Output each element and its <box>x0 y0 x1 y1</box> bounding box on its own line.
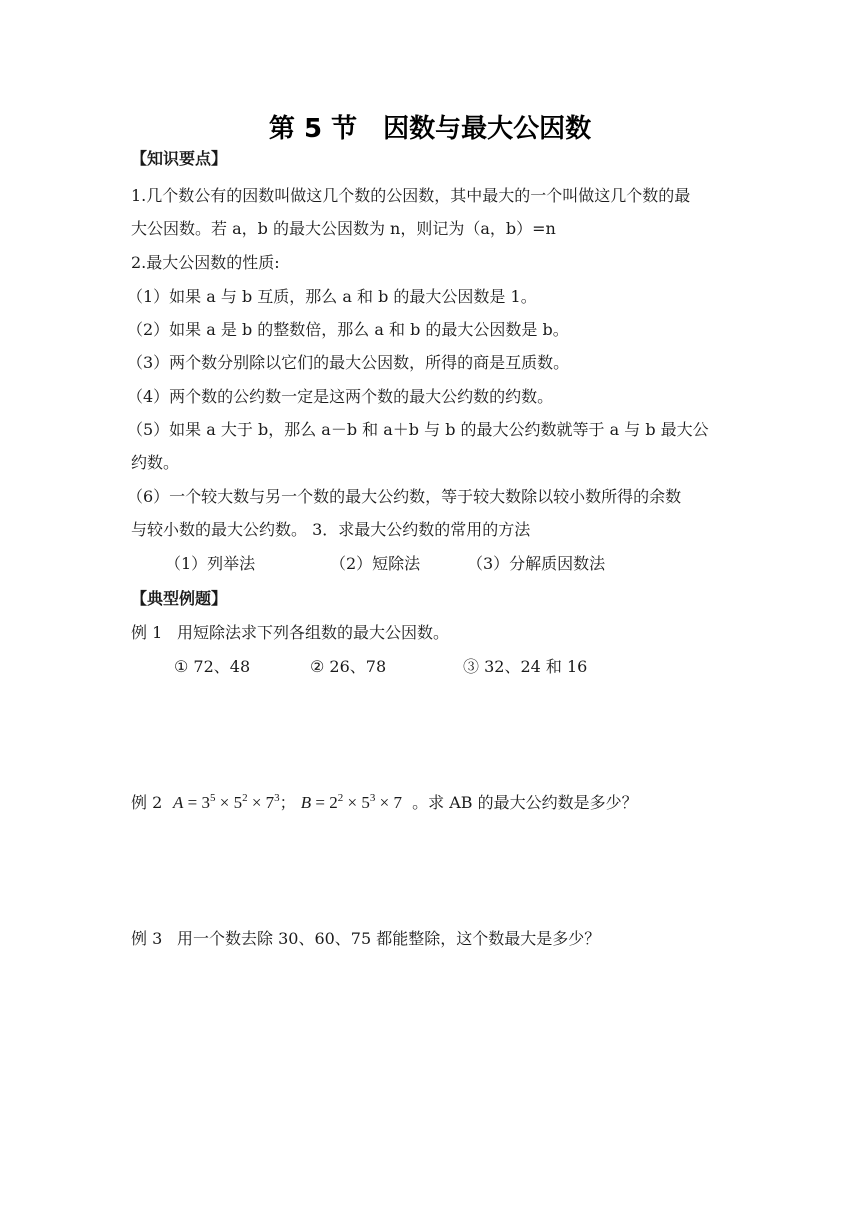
property-3: （3）两个数分别除以它们的最大公因数，所得的商是互质数。 <box>127 353 570 372</box>
method-2: （2）短除法 <box>330 554 421 573</box>
method-list <box>165 553 605 575</box>
property-6-line-1: （6）一个较大数与另一个数的最大公约数，等于较大数除以较小数所得的余数 <box>127 487 682 506</box>
property-6-line-2: 与较小数的最大公约数。 3．求最大公约数的常用的方法 <box>131 520 531 539</box>
paragraph-2-heading: 2.最大公因数的性质: <box>131 253 280 272</box>
example-3 <box>131 928 600 950</box>
example-2-formula-b: $B = 2^2 \times 5^3 \times 7$ <box>300 792 402 812</box>
section-heading-knowledge: 【知识要点】 <box>131 149 228 168</box>
method-3: （3）分解质因数法 <box>467 554 606 573</box>
example-1-item-1: ① 72、48 <box>174 657 251 676</box>
example-1-label: 例 1 <box>131 623 163 642</box>
example-1 <box>131 622 449 644</box>
example-3-text: 用一个数去除 30、60、75 都能整除，这个数最大是多少？ <box>177 929 601 948</box>
example-2 <box>131 792 638 814</box>
property-5-line-2: 约数。 <box>131 453 180 472</box>
property-1: （1）如果 a 与 b 互质，那么 a 和 b 的最大公因数是 1。 <box>127 287 537 306</box>
example-2-formula-a: $A = 3^5 \times 5^2 \times 7^3$ <box>173 792 280 812</box>
page-title: 第 5 节 因数与最大公因数 <box>268 114 592 144</box>
example-2-question: 。求 AB 的最大公约数是多少？ <box>412 793 638 812</box>
paragraph-1-line-1: 1.几个数公有的因数叫做这几个数的公因数，其中最大的一个叫做这几个数的最 <box>131 186 691 205</box>
example-1-items <box>174 656 587 678</box>
property-2: （2）如果 a 是 b 的整数倍，那么 a 和 b 的最大公因数是 b。 <box>127 320 569 339</box>
example-2-separator: ； <box>279 793 296 812</box>
method-1: （1）列举法 <box>165 554 256 573</box>
section-heading-examples: 【典型例题】 <box>131 589 228 608</box>
example-2-label: 例 2 <box>131 793 163 812</box>
paragraph-1-line-2: 大公因数。若 a，b 的最大公因数为 n，则记为（a，b）=n <box>131 219 556 238</box>
property-5-line-1: （5）如果 a 大于 b，那么 a－b 和 a＋b 与 b 的最大公约数就等于 a 与 b 最大公 <box>127 420 709 439</box>
example-3-label: 例 3 <box>131 929 163 948</box>
property-4: （4）两个数的公约数一定是这两个数的最大公约数的约数。 <box>127 387 554 406</box>
example-1-item-2: ② 26、78 <box>310 657 387 676</box>
example-1-item-3: ③ 32、24 和 16 <box>463 657 588 676</box>
example-1-text: 用短除法求下列各组数的最大公因数。 <box>177 623 450 642</box>
